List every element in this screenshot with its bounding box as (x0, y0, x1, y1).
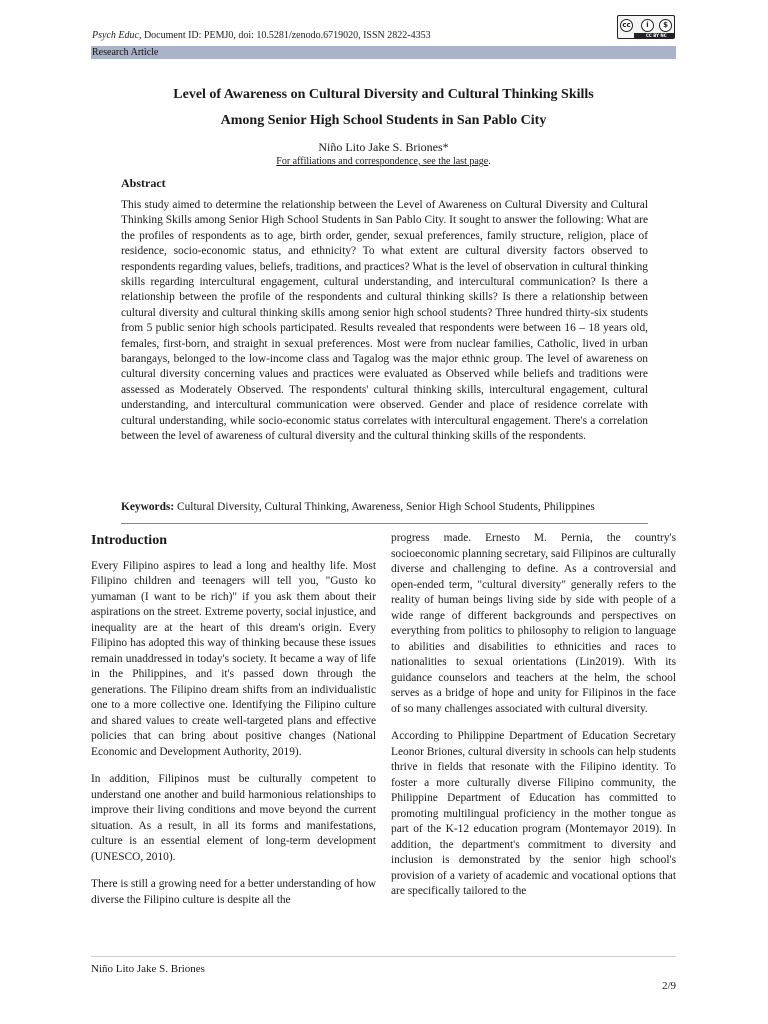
journal-name: Psych Educ (92, 30, 139, 41)
right-column (391, 531, 676, 912)
affiliation-link[interactable]: For affiliations and correspondence, see the last page (276, 156, 489, 167)
paper-title-line1: Level of Awareness on Cultural Diversity and Cultural Thinking Skills (173, 87, 594, 102)
cc-icon: cc (620, 19, 633, 32)
paragraph: There is still a growing need for a better understanding of how diverse the Filipino culture is despite all the (91, 878, 376, 906)
attribution-icon: i (641, 19, 654, 32)
paper-title-line2: Among Senior High School Students in San Pablo City (220, 113, 547, 128)
license-strip (634, 33, 674, 38)
keywords-text: Cultural Diversity, Cultural Thinking, Awareness, Senior High School Students, Philippines (174, 501, 595, 513)
paragraph: According to Philippine Department of Education Secretary Leonor Briones, cultural diversity in schools can help students thrive in fields that resonate with the Filipino identity. To foster a more culturally diverse Filipino community, the Philippine Department of Education has committed to promoting multilingual proficiency in the mother tongue as part of the K-12 education program (Montemayor 2019). In addition, the department's commitment to diversity and inclusion is demonstrated by the senior high school's provision of a variety of academic and vocational options that are specifically tailored to the (391, 730, 676, 897)
paragraph: Every Filipino aspires to lead a long and healthy life. Most Filipino children and teenagers will tell you, "Gusto ko yumaman (I want to be rich)" if you ask them about their aspirations on the street. Extreme poverty, social injustice, and inequality are at the heart of this dream's origin. Every Filipino has adopted this way of thinking because these issues remain unaddressed in today's society. It became a way of life in the Philippines, and it's passed down through the generations. The Filipino dream shifts from an individualistic one to a more collective one. Identifying the Filipino culture and shared values to create well-targeted plans and effective policies that can bring about positive changes (National Economic and Development Authority, 2019). (91, 559, 376, 758)
affiliation-note[interactable]: For affiliations and correspondence, see the last page. (276, 156, 491, 167)
divider (121, 523, 648, 524)
cc-license-badge[interactable] (617, 15, 675, 39)
running-header (92, 30, 431, 41)
section-heading: Introduction (91, 533, 167, 548)
doc-meta: , Document ID: PEMJ0, doi: 10.5281/zenodo.6719020, ISSN 2822-4353 (138, 30, 431, 41)
paragraph: In addition, Filipinos must be culturally competent to understand one another and build harmonious relationships to improve their living conditions and move beyond the current situation. As a result, in all its forms and manifestations, culture is an essential element of long-term development (UNESCO, 2010). (91, 773, 376, 863)
footer-author: Niño Lito Jake S. Briones (91, 963, 205, 975)
footer-divider (91, 956, 676, 957)
license-label: CC BY NC (646, 33, 667, 38)
page-number: 2/9 (661, 980, 676, 992)
keywords-label: Keywords: (121, 501, 175, 513)
left-column (91, 531, 376, 920)
noncommercial-icon: $ (659, 19, 672, 32)
section-label: Research Article (92, 47, 159, 58)
paragraph: progress made. Ernesto M. Pernia, the country's socioeconomic planning secretary, said Filipinos are culturally diverse and challenging to define. As a controversial and open-ended term, "cultural diversity" generally refers to the reality of human beings living side by side with people of a wide range of different backgrounds and perspectives on everything from politics to philosophy to religion to language to abilities and disabilities to ethnicities and races to nationalities to sexual orientations (Lin2019). With its guidance counselors and teachers at the helm, the school serves as a bridge of hope and unity for Filipinos in the face of so many challenges associated with cultural diversity. (391, 532, 676, 715)
keywords (121, 500, 648, 515)
abstract-text: This study aimed to determine the relationship between the Level of Awareness on Cultural Diversity and Cultural Thinking Skills among Senior High School Students in San Pablo City. It sought to answer the following: What are the profiles of respondents as to age, birth order, gender, sexual preferences, family structure, religion, place of residence, socio-economic status, and ethnicity? To what extent are cultural diversity factors observed to respondents regarding values, beliefs, traditions, and practices? What is the level of observation in cultural thinking skills regarding intercultural engagement, cultural understanding, and intercultural communication? Is there a relationship between the profile of the respondents and cultural thinking skills? Is there a relationship between cultural diversity and cultural thinking skills among senior high school students? Three hundred thirty-six students from 5 public senior high schools participated. Results revealed that respondents were between 16 – 18 years old, females, first-born, and straight in sexual preferences. Most were from nuclear families, Catholic, lived in urban barangays, belonged to the low-income class and Tagalog was the major ethnic group. The level of awareness on cultural diversity concerning values and practices were evaluated as Observed while beliefs and traditions were assessed as Moderately Observed. The respondents' cultural thinking skills, intercultural engagement, cultural understanding, and intercultural communication were observed. Gender and place of residence correlate with cultural understanding, while socio-economic status correlates with intercultural engagement. There's a correlation between the level of awareness of cultural diversity and the cultural thinking skills of the respondents. (121, 199, 648, 443)
author-name: Niño Lito Jake S. Briones* (318, 140, 449, 154)
abstract-heading: Abstract (121, 176, 166, 190)
section-bar (91, 46, 676, 59)
